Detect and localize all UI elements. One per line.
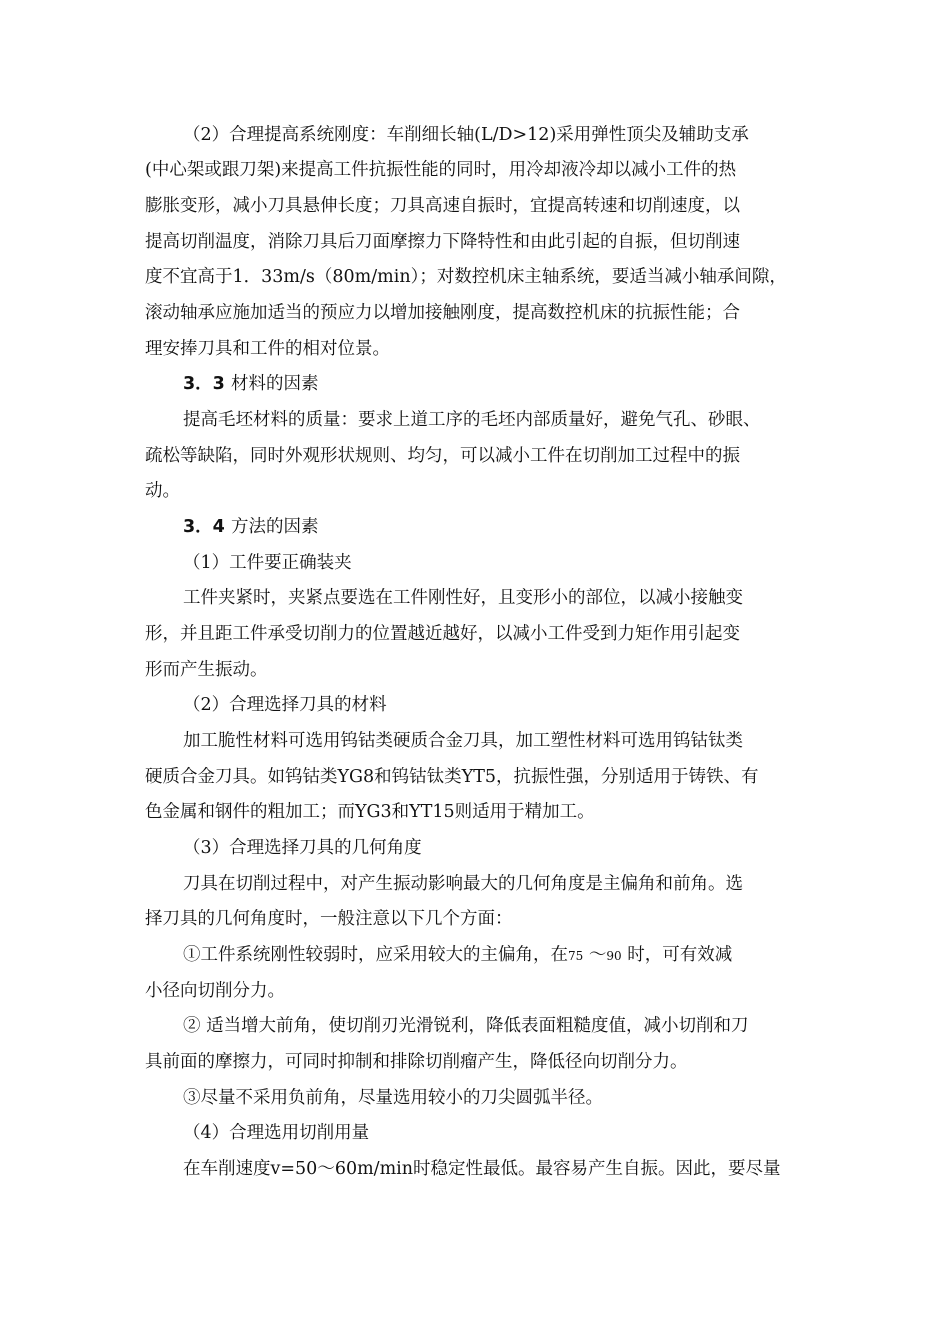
paragraph-line: 小径向切削分力。 [145, 981, 285, 1001]
paragraph-line: 提高切削温度，消除刀具后刀面摩擦力下降特性和由此引起的自振，但切削速 [145, 232, 740, 252]
paragraph-line: 加工脆性材料可选用钨钴类硬质合金刀具，加工塑性材料可选用钨钴钛类 [183, 731, 743, 751]
subheading-line: （2）合理选择刀具的材料 [183, 695, 387, 715]
line-text: ～ [583, 945, 607, 965]
paragraph-line: 工件夹紧时，夹紧点要选在工件刚性好，且变形小的部位，以减小接触变 [183, 588, 743, 608]
paragraph-line: 形，并且距工件承受切削力的位置越近越好，以减小工件受到力矩作用引起变 [145, 624, 740, 644]
paragraph-line: 色金属和钢件的粗加工；而YG3和YT15则适用于精加工。 [145, 802, 595, 822]
paragraph-line: 形而产生振动。 [145, 660, 268, 680]
paragraph-line: 度不宜高于1．33m/s（80m/min）；对数控机床主轴系统，要适当减小轴承间隙， [145, 267, 787, 287]
angle-value: 90 [606, 949, 622, 963]
angle-value: 75 [568, 949, 584, 963]
subheading-line: （4）合理选用切削用量 [183, 1123, 370, 1143]
section-number: 3．4 [183, 517, 225, 537]
paragraph-line: 硬质合金刀具。如钨钴类YG8和钨钴钛类YT5，抗振性强，分别适用于铸铁、有 [145, 767, 759, 787]
paragraph-line: 刀具在切削过程中，对产生振动影响最大的几何角度是主偏角和前角。选 [183, 874, 743, 894]
paragraph-line [183, 943, 815, 967]
paragraph-line: 择刀具的几何角度时，一般注意以下几个方面： [145, 909, 513, 929]
section-heading-3-3 [183, 372, 815, 396]
subheading-line: （3）合理选择刀具的几何角度 [183, 838, 422, 858]
paragraph-line: ③尽量不采用负前角，尽量选用较小的刀尖圆弧半径。 [183, 1088, 603, 1108]
paragraph-line: （2）合理提高系统刚度：车削细长轴(L/D>12)采用弹性顶尖及辅助支承 [183, 125, 749, 145]
paragraph-line: (中心架或跟刀架)来提高工件抗振性能的同时，用冷却液冷却以减小工件的热 [145, 160, 737, 180]
paragraph-line: ② 适当增大前角，使切削刃光滑锐利，降低表面粗糙度值，减小切削和刀 [183, 1016, 749, 1036]
line-text: 时，可有效减 [621, 945, 733, 965]
paragraph-line: 理安捧刀具和工件的相对位景。 [145, 339, 390, 359]
paragraph-line: 动。 [145, 481, 180, 501]
subheading-line: （1）工件要正确装夹 [183, 553, 352, 573]
paragraph-line: 膨胀变形，减小刀具悬伸长度；刀具高速自振时，宜提高转速和切削速度，以 [145, 196, 740, 216]
paragraph-line: 提高毛坯材料的质量：要求上道工序的毛坯内部质量好，避免气孔、砂眼、 [183, 410, 761, 430]
line-text: ①工件系统刚性较弱时，应采用较大的主偏角，在 [183, 945, 568, 965]
section-heading-3-4 [183, 515, 815, 539]
paragraph-line: 疏松等缺陷，同时外观形状规则、均匀，可以减小工件在切削加工过程中的振 [145, 446, 740, 466]
section-number: 3．3 [183, 374, 225, 394]
paragraph-line: 具前面的摩擦力，可同时抑制和排除切削瘤产生，降低径向切削分力。 [145, 1052, 688, 1072]
paragraph-line: 滚动轴承应施加适当的预应力以增加接触刚度，提高数控机床的抗振性能；合 [145, 303, 740, 323]
section-title: 方法的因素 [230, 517, 319, 537]
paragraph-line: 在车削速度v=50～60m/min时稳定性最低。最容易产生自振。因此，要尽量 [183, 1159, 781, 1179]
section-title: 材料的因素 [230, 374, 319, 394]
